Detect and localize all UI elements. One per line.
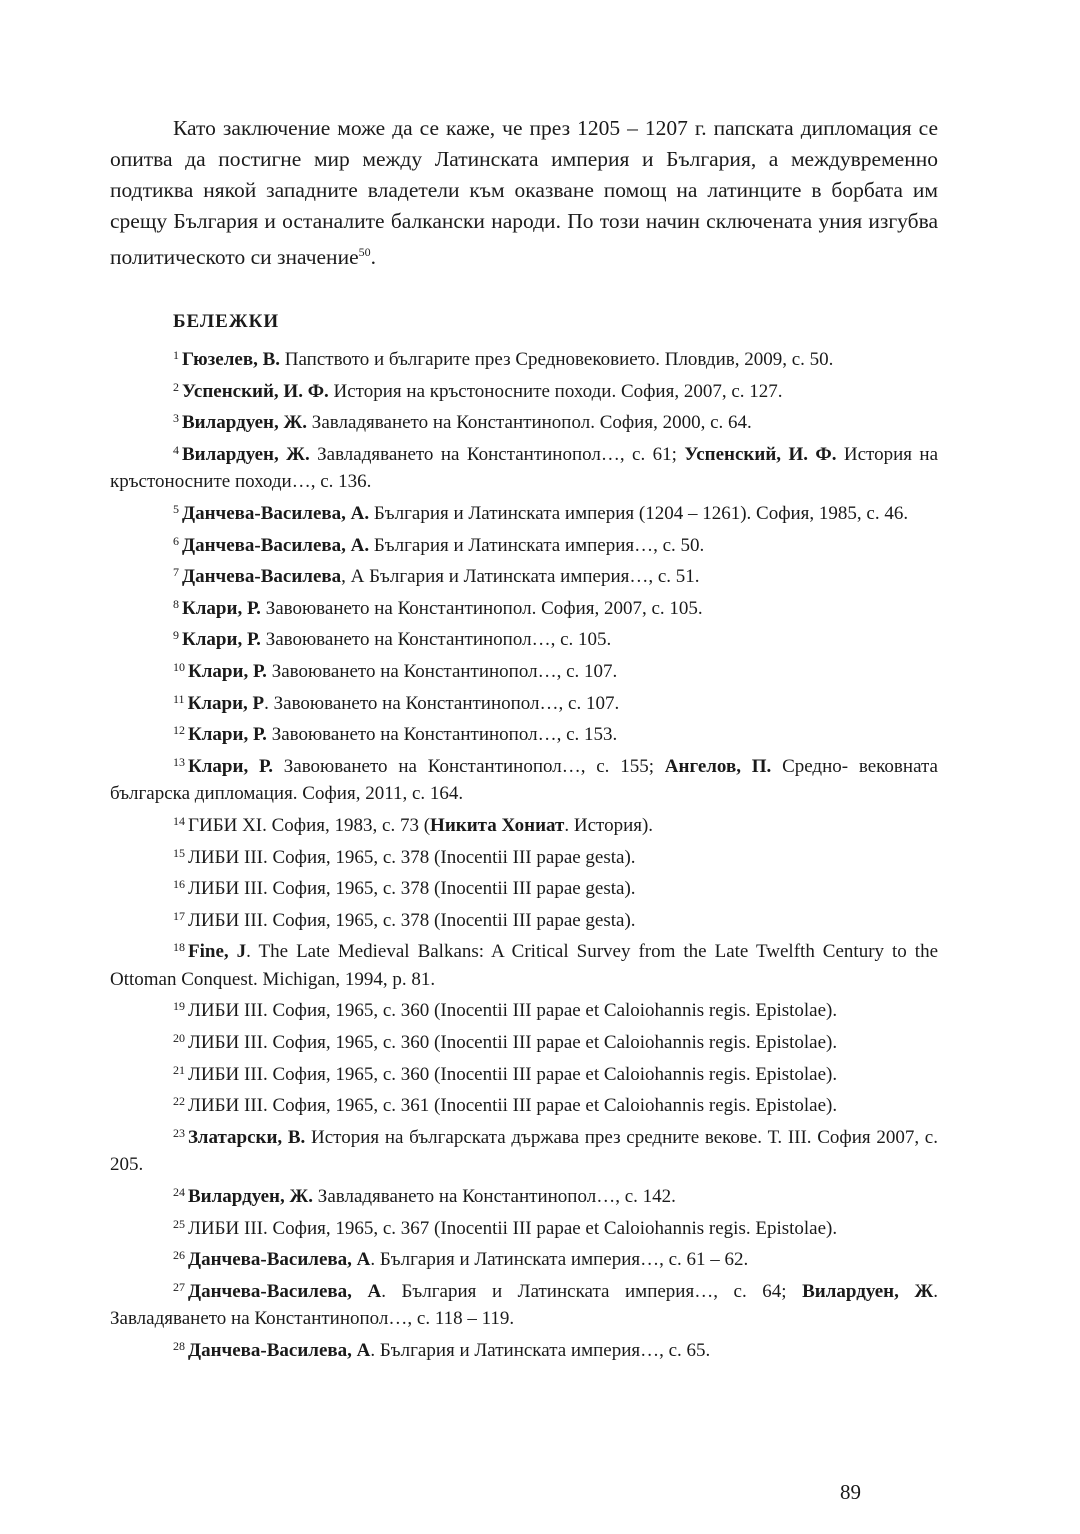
footnote-text: История на кръстоносните походи. София, 2007, с. 127.	[328, 380, 783, 402]
footnote-number: 22	[173, 1094, 185, 1109]
footnote-text: Папството и българите през Средновековието. Пловдив, 2009, с. 50.	[280, 349, 834, 370]
footnote-24	[110, 1179, 938, 1211]
footnote-number: 8	[173, 596, 179, 611]
footnote-19	[110, 993, 938, 1025]
footnote-author: Вилардуен, Ж.	[182, 412, 308, 434]
footnote-text: Завладяването на Константинопол…, с. 61;	[309, 443, 685, 465]
footnote-number: 9	[173, 628, 179, 643]
footnote-13	[110, 749, 938, 808]
conclusion-end: .	[370, 245, 376, 269]
footnote-author: Данчева-Василева, А	[188, 1280, 382, 1302]
footnote-10	[110, 654, 938, 686]
footnote-text: България и Латинската империя…, с. 50.	[369, 534, 705, 556]
footnote-number: 5	[173, 501, 179, 516]
footnote-text: ЛИБИ III. София, 1965, с. 378 (Inocentii III papae gesta).	[188, 878, 636, 900]
footnote-text-2: Средно- вековната българска дипломация. София, 2011, с. 164.	[110, 755, 938, 805]
footnote-author: Клари, Р.	[182, 597, 261, 619]
footnote-18	[110, 934, 938, 993]
footnote-23	[110, 1120, 938, 1179]
footnote-27	[110, 1274, 938, 1333]
footnote-text: ЛИБИ III. София, 1965, с. 361 (Inocentii III papae et Caloiohannis regis. Epistolae).	[188, 1095, 838, 1117]
footnote-ref-50: 50	[358, 245, 371, 259]
footnote-number: 21	[173, 1062, 185, 1077]
footnote-author: Данчева-Василева, А.	[182, 534, 370, 556]
footnote-text-2: . История).	[564, 814, 654, 836]
footnote-2	[110, 374, 938, 406]
footnote-number: 24	[173, 1185, 185, 1200]
footnote-author: Клари, Р.	[188, 660, 267, 682]
footnote-20	[110, 1025, 938, 1057]
footnote-14	[110, 808, 938, 840]
notes-heading: БЕЛЕЖКИ	[173, 311, 280, 332]
footnote-number: 7	[173, 565, 179, 580]
footnote-8	[110, 591, 938, 623]
footnote-number: 19	[173, 999, 185, 1014]
footnote-text: . България и Латинската империя…, с. 61 – 62.	[370, 1249, 749, 1271]
footnote-28	[110, 1333, 938, 1365]
footnote-number: 13	[173, 754, 185, 769]
footnote-number: 17	[173, 908, 185, 923]
footnote-number: 3	[173, 411, 179, 426]
footnote-author: Златарски, В.	[188, 1126, 306, 1148]
footnote-author: Fine, J	[188, 941, 247, 963]
footnote-number: 4	[173, 442, 179, 457]
footnote-text: Завладяването на Константинопол…, с. 142.	[313, 1186, 676, 1208]
notes-list	[110, 342, 938, 1365]
footnote-4	[110, 437, 938, 496]
footnote-1	[110, 342, 938, 374]
footnote-number: 14	[173, 813, 185, 828]
footnote-author: Клари, Р.	[188, 755, 273, 777]
footnote-15	[110, 840, 938, 872]
footnote-3	[110, 405, 938, 437]
footnote-6	[110, 528, 938, 560]
footnote-author: Вилардуен, Ж.	[182, 443, 310, 465]
footnote-author: Данчева-Василева, А.	[182, 502, 370, 524]
footnote-5	[110, 496, 938, 528]
footnote-text: ЛИБИ III. София, 1965, с. 360 (Inocentii III papae et Caloiohannis regis. Epistolae).	[188, 1063, 838, 1085]
footnote-number: 12	[173, 723, 185, 738]
page-content	[110, 113, 938, 1365]
footnote-22	[110, 1088, 938, 1120]
footnote-number: 25	[173, 1216, 185, 1231]
footnote-text: , А България и Латинската империя…, с. 51.	[341, 566, 700, 588]
footnote-text: Завладяването на Константинопол. София, 2000, с. 64.	[307, 412, 752, 434]
footnote-25	[110, 1211, 938, 1243]
footnote-text: ГИБИ XI. София, 1983, с. 73 (	[188, 814, 431, 836]
footnote-text: България и Латинската империя (1204 – 1261). София, 1985, с. 46.	[369, 502, 909, 524]
footnote-author: Клари, Р.	[188, 724, 267, 746]
footnote-author: Вилардуен, Ж.	[188, 1186, 314, 1208]
footnote-26	[110, 1242, 938, 1274]
footnote-21	[110, 1057, 938, 1089]
footnote-7	[110, 559, 938, 591]
footnote-number: 10	[173, 659, 185, 674]
footnote-number: 26	[173, 1248, 185, 1263]
footnote-author: Данчева-Василева	[182, 566, 342, 588]
footnote-author: Данчева-Василева, А	[188, 1340, 371, 1361]
footnote-11	[110, 686, 938, 718]
footnote-17	[110, 903, 938, 935]
footnote-number: 16	[173, 877, 185, 892]
footnote-text: . България и Латинската империя…, с. 64;	[381, 1280, 803, 1302]
footnote-author-2: Ангелов, П.	[664, 755, 772, 777]
footnote-number: 11	[173, 691, 185, 706]
footnote-number: 27	[173, 1279, 185, 1294]
footnote-text: ЛИБИ III. София, 1965, с. 378 (Inocentii III papae gesta).	[188, 909, 636, 931]
footnote-text-2: История на кръстоносните походи…, с. 136.	[110, 443, 939, 493]
footnote-text: ЛИБИ III. София, 1965, с. 360 (Inocentii III papae et Caloiohannis regis. Epistolae).	[188, 1000, 838, 1022]
footnote-text: Завоюването на Константинопол…, с. 105.	[260, 629, 612, 651]
footnote-text: ЛИБИ III. София, 1965, с. 367 (Inocentii III papae et Caloiohannis regis. Epistolae).	[188, 1217, 838, 1239]
footnote-author: Успенский, И. Ф.	[182, 380, 329, 402]
footnote-number: 1	[173, 348, 179, 362]
footnote-author-2: Никита Хониат	[430, 814, 565, 836]
footnote-number: 15	[173, 845, 185, 860]
footnote-author-2: Вилардуен, Ж	[802, 1280, 934, 1302]
conclusion-paragraph	[110, 113, 938, 273]
page-number: 89	[840, 1480, 861, 1504]
footnote-text-2: . Завладяването на Константинопол…, с. 118 – 119.	[110, 1280, 938, 1330]
footnote-number: 23	[173, 1125, 185, 1140]
footnote-12	[110, 717, 938, 749]
footnote-author: Клари, Р	[187, 692, 265, 714]
footnote-author: Клари, Р.	[182, 629, 261, 651]
footnote-text: Завоюването на Константинопол…, с. 153.	[266, 724, 618, 746]
footnote-author: Данчева-Василева, А	[188, 1249, 371, 1271]
footnote-number: 18	[173, 940, 185, 955]
footnote-author: Гюзелев, В.	[182, 349, 281, 370]
footnote-text: . The Late Medieval Balkans: A Critical Survey from the Late Twelfth Century to the Ottoman Conquest. Michigan, 1994, p. 81.	[110, 941, 938, 990]
footnote-text: История на българската държава през средните векове. Т. III. София 2007, с. 205.	[110, 1126, 938, 1176]
footnote-text: ЛИБИ III. София, 1965, с. 360 (Inocentii III papae et Caloiohannis regis. Epistolae).	[188, 1032, 838, 1054]
footnote-number: 6	[173, 533, 179, 548]
footnote-number: 2	[173, 379, 179, 394]
footnote-text: ЛИБИ III. София, 1965, с. 378 (Inocentii III papae gesta).	[188, 846, 636, 868]
footnote-number: 20	[173, 1031, 185, 1046]
footnote-text: . България и Латинската империя…, с. 65.	[370, 1340, 711, 1361]
footnote-author-2: Успенский, И. Ф.	[684, 443, 837, 465]
conclusion-text: Като заключение може да се каже, че през 1205 – 1207 г. папската дипломация се опитва да постигне мир между Латинската империя и България, а междувременно подтиква някой западните владетели към оказване помощ на латинците в борбата им срещу България и останалите балкански народи. По този начин сключената уния изгубва политическото си значение	[110, 116, 938, 269]
footnote-text: Завоюването на Константинопол…, с. 155;	[272, 755, 665, 777]
footnote-number: 28	[173, 1339, 185, 1353]
footnote-text: Завоюването на Константинопол…, с. 107.	[266, 660, 618, 682]
footnote-text: . Завоюването на Константинопол…, с. 107.	[264, 692, 620, 714]
footnote-9	[110, 622, 938, 654]
footnote-text: Завоюването на Константинопол. София, 2007, с. 105.	[260, 597, 703, 619]
footnote-16	[110, 871, 938, 903]
